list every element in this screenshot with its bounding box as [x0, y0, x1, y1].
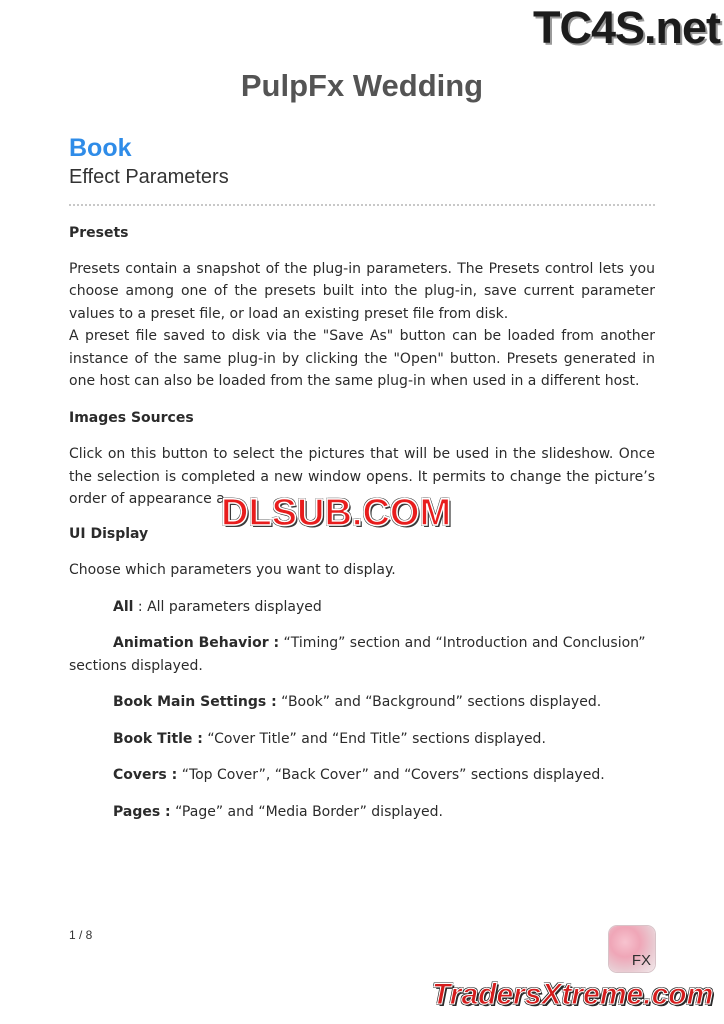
page-number: 1 / 8	[69, 928, 93, 942]
ui-display-item-all	[69, 596, 655, 619]
ui-display-item-book-title	[69, 728, 655, 751]
images-sources-heading: Images Sources	[69, 409, 194, 426]
ui-display-item-pages	[69, 801, 655, 824]
item-label: Book Main Settings :	[113, 694, 277, 710]
item-label: All	[113, 598, 134, 615]
item-label: Pages :	[113, 803, 171, 820]
ui-display-item-covers	[69, 764, 655, 787]
item-text: All parameters displayed	[147, 598, 322, 615]
item-label: Covers :	[113, 767, 178, 783]
pulpfx-logo	[609, 926, 655, 972]
item-text: “Top Cover”, “Back Cover” and “Covers” sections displayed.	[181, 767, 605, 783]
item-text: “Cover Title” and “End Title” sections displayed.	[207, 730, 546, 747]
ui-display-item-book-main-settings	[69, 691, 655, 714]
item-text: “Book” and “Background” sections displayed.	[281, 694, 602, 710]
ui-display-heading: UI Display	[69, 525, 149, 542]
item-label: Book Title :	[113, 730, 203, 747]
watermark-bottom: TradersXtreme.com	[432, 978, 714, 1011]
item-text: “Timing” section and “Introduction and Conclusion” sections displayed.	[69, 635, 646, 674]
item-separator: :	[133, 598, 148, 615]
logo-label: FX	[631, 952, 651, 969]
section-title: Book	[69, 134, 132, 162]
presets-paragraph-1: Presets contain a snapshot of the plug-in parameters. The Presets control lets you choose among one of the presets built into the plug-in, save current parameter values to a preset file, or load an existing preset file from disk.	[69, 260, 655, 322]
watermark-middle: DLSUB.COM	[221, 492, 452, 534]
watermark-top: TC4S.net	[532, 2, 720, 53]
item-label: Animation Behavior :	[113, 635, 280, 651]
images-sources-paragraph: Click on this button to select the pictures that will be used in the slideshow. Once the selection is completed a new window opens. It permits to change the picture’s order of appearance a	[69, 446, 655, 507]
presets-heading: Presets	[69, 225, 129, 241]
ui-display-intro: Choose which parameters you want to display.	[69, 562, 396, 578]
presets-paragraph-2: A preset file saved to disk via the "Save As" button can be loaded from another instance of the same plug-in by clicking the "Open" button. Presets generated in one host can also be loaded from the same plug-in when used in a different host.	[69, 328, 655, 389]
document-title: PulpFx Wedding	[240, 68, 484, 103]
section-subtitle: Effect Parameters	[69, 166, 229, 188]
ui-display-item-animation-behavior	[69, 632, 655, 677]
dotted-divider	[69, 204, 655, 206]
item-text: “Page” and “Media Border” displayed.	[175, 803, 443, 820]
